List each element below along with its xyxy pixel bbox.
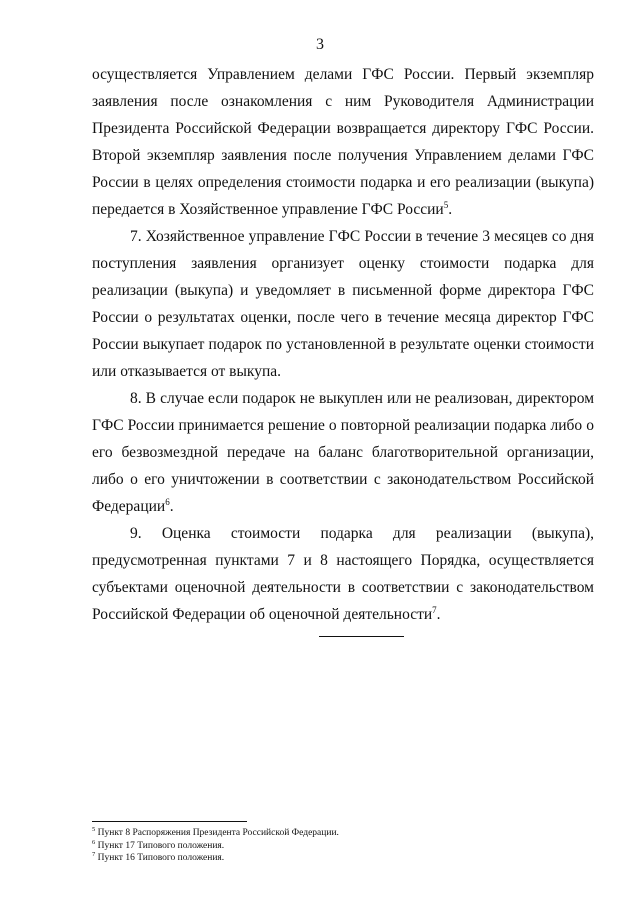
paragraph-text: 7. Хозяйственное управление ГФС России в течение 3 месяцев со дня поступления заявления организует оценку стоимости подарка для реализации (выкупа) и уведомляет в письменной форме директора ГФС России о результатах оценки, после чего в течение месяца директор ГФС России выкупает подарок по установленной в результате оценки стоимости или отказывается от выкупа. [92, 228, 594, 380]
paragraph-tail: . [436, 606, 441, 623]
footnote-7 [92, 852, 594, 865]
footnote-text: Пункт 16 Типового положения. [95, 853, 225, 863]
paragraph-text: 8. В случае если подарок не выкуплен или не реализован, директором ГФС России принимается решение о повторной реализации подарка либо о его безвозмездной передаче на баланс благотворительной организации, либо о его уничтожении в соответствии с законодательством Российской Федерации [92, 390, 594, 515]
footnote-ref: 6 [165, 496, 170, 507]
paragraph-tail: . [448, 201, 453, 218]
footnote-number: 6 [92, 838, 96, 846]
paragraph-continuation [92, 61, 594, 223]
footnote-5 [92, 827, 594, 840]
paragraph-text: осуществляется Управлением делами ГФС России. Первый экземпляр заявления после ознакомления с ним Руководителя Администрации Президента Российской Федерации возвращается директору ГФС России. Второй экземпляр заявления после получения Управлением делами ГФС России в целях определения стоимости подарка и его реализации (выкупа) передается в Хозяйственное управление ГФС России [92, 66, 594, 218]
paragraph-item-8 [92, 385, 594, 520]
footnote-number: 5 [92, 825, 96, 833]
footnote-ref: 7 [432, 604, 437, 615]
paragraph-item-7 [92, 223, 594, 385]
footnote-6 [92, 840, 594, 853]
paragraph-tail: . [169, 498, 174, 515]
end-of-text-rule [319, 636, 404, 637]
paragraph-item-9 [92, 520, 594, 628]
footnote-number: 7 [92, 850, 96, 858]
footnote-separator [92, 821, 247, 822]
footnote-ref: 5 [443, 199, 449, 210]
page-number: 3 [316, 36, 324, 53]
paragraph-text: 9. Оценка стоимости подарка для реализации (выкупа), предусмотренная пунктами 7 и 8 настоящего Порядка, осуществляется субъектами оценочной деятельности в соответствии с законодательством Российской Федерации об оценочной деятельности [92, 525, 594, 623]
footnote-text: Пункт 8 Распоряжения Президента Российской Федерации. [95, 828, 339, 838]
document-body [92, 61, 594, 628]
footnotes [92, 827, 594, 865]
footnote-text: Пункт 17 Типового положения. [95, 840, 225, 851]
